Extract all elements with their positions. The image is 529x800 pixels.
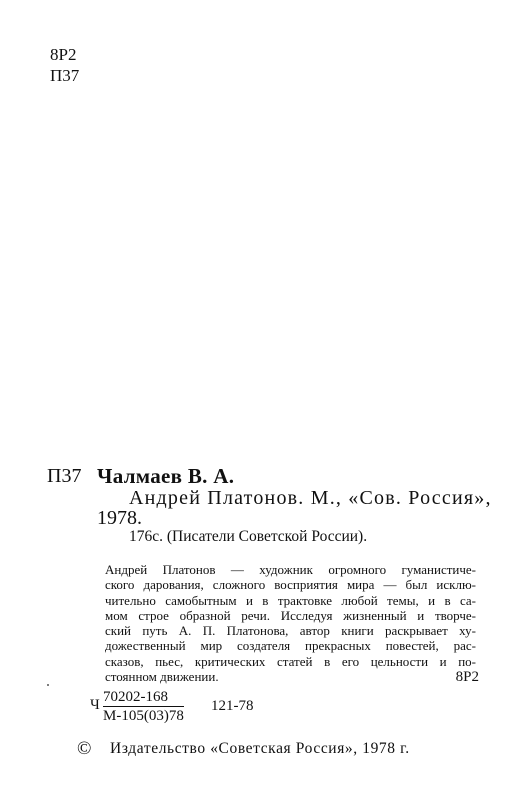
entry-author: Чалмаев В. А. xyxy=(97,464,235,488)
annotation-line: дожественный мир создателя прекрасных повестей, рас- xyxy=(105,638,476,654)
annotation-line: сказов, пьес, критических статей в его цельности и по- xyxy=(105,653,476,669)
bbk-index-bottom: 8Р2 xyxy=(455,669,479,685)
entry-pages-series: 176с. (Писатели Советской России). xyxy=(129,528,368,545)
entry-year: 1978. xyxy=(97,507,142,529)
classification-prefix: Ч xyxy=(90,697,100,713)
annotation-line: ского дарования, сложного восприятия мира — был исклю- xyxy=(105,577,476,593)
classification-suffix: 121-78 xyxy=(211,698,254,714)
copyright-text: Издательство «Советская Россия», 1978 г. xyxy=(110,740,410,757)
annotation-line: ский путь А. П. Платонова, автор книги раскрывает ху- xyxy=(105,623,476,639)
annotation-line: чительно самобытным и в трактовке любой темы, и в са- xyxy=(105,592,476,608)
classification-fraction xyxy=(103,688,184,725)
copyright-icon: © xyxy=(77,738,93,759)
author-mark-top: П37 xyxy=(50,66,80,85)
print-speck xyxy=(47,684,49,686)
annotation-line: стоянном движении. xyxy=(105,669,219,685)
annotation-line: мом строе образной речи. Исследуя жизненный и творче- xyxy=(105,607,476,623)
bbk-code: 8Р2 xyxy=(50,45,77,64)
entry-title: Андрей Платонов. М., «Сов. Россия», xyxy=(129,487,492,509)
annotation-line: Андрей Платонов — художник огромного гуманистиче- xyxy=(105,562,476,577)
entry-author-mark: П37 xyxy=(47,465,82,487)
classification-denominator: М-105(03)78 xyxy=(103,708,184,724)
annotation-paragraph xyxy=(105,562,476,684)
bbk-index-top xyxy=(50,44,79,86)
copyright-line xyxy=(77,738,410,760)
classification-numerator: 70202-168 xyxy=(103,689,168,705)
